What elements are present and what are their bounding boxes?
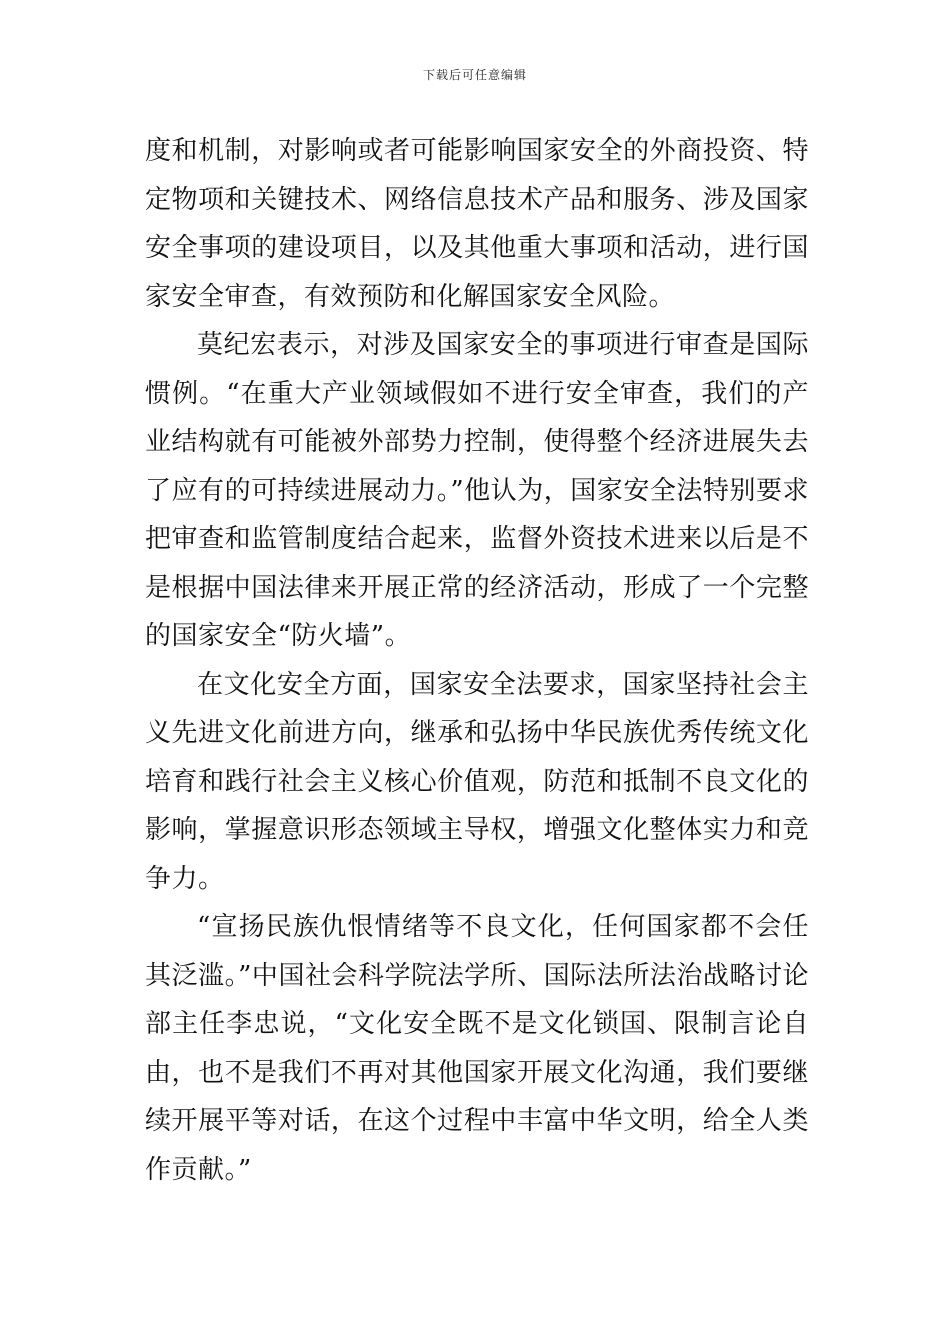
- paragraph-1: 度和机制，对影响或者可能影响国家安全的外商投资、特定物项和关键技术、网络信息技术产品和服务、涉及国家安全事项的建设项目，以及其他重大事项和活动，进行国家安全审查，有效预防和化解国家安全风险。: [145, 136, 809, 312]
- header-note: 下载后可任意编辑: [422, 68, 527, 82]
- paragraph-3: 在文化安全方面，国家安全法要求，国家坚持社会主义先进文化前进方向，继承和弘扬中华民族优秀传统文化培育和践行社会主义核心价值观，防范和抵制不良文化的影响，掌握意识形态领域主导权，增强文化整体实力和竞争力。: [145, 669, 809, 894]
- document-body: [145, 127, 809, 1194]
- paragraph-4: “宣扬民族仇恨情绪等不良文化，任何国家都不会任其泛滥。”中国社会科学院法学所、国际法所法治战略讨论部主任李忠说，“文化安全既不是文化锁国、限制言论自由，也不是我们不再对其他国家开展文化沟通，我们要继续开展平等对话，在这个过程中丰富中华文明，给全人类作贡献。”: [145, 912, 809, 1185]
- paragraph-2: 莫纪宏表示，对涉及国家安全的事项进行审查是国际惯例。“在重大产业领域假如不进行安全审查，我们的产业结构就有可能被外部势力控制，使得整个经济进展失去了应有的可持续进展动力。”他认为，国家安全法特别要求把审查和监管制度结合起来，监督外资技术进来以后是不是根据中国法律来开展正常的经济活动，形成了一个完整的国家安全“防火墙”。: [145, 330, 809, 651]
